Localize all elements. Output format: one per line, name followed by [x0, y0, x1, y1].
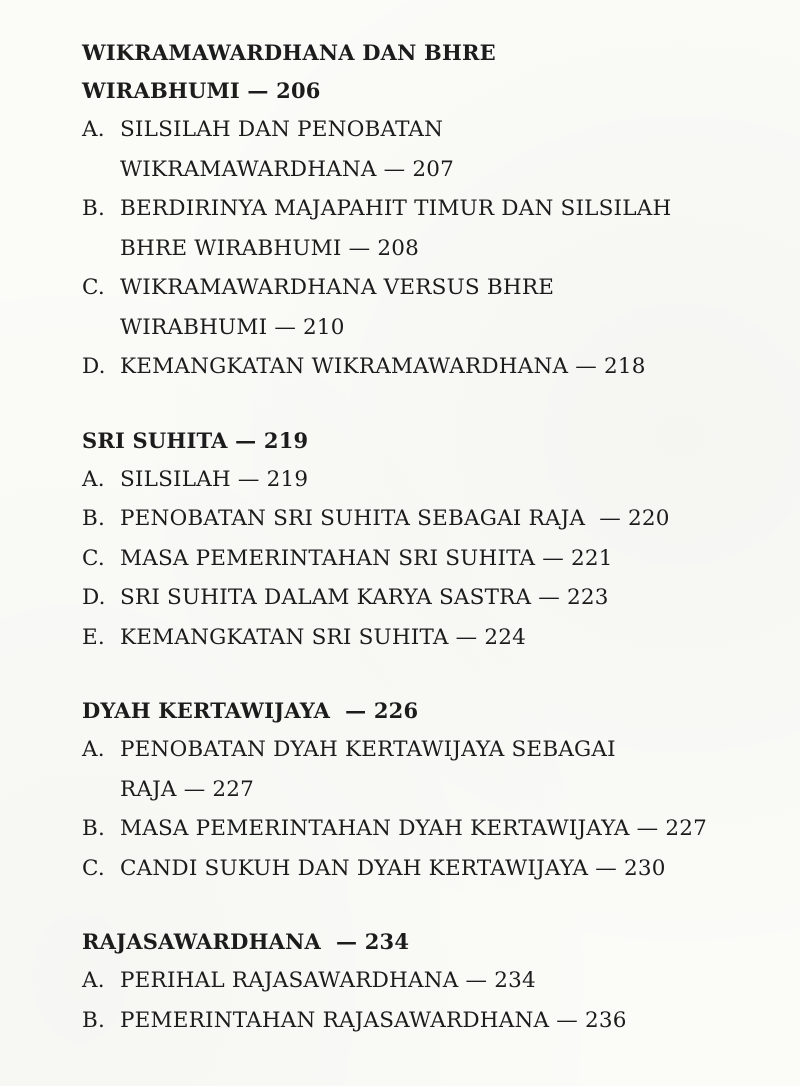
entry-text: PEMERINTAHAN RAJASAWARDHANA — 236: [120, 1007, 627, 1033]
entry-letter: D.: [82, 585, 106, 610]
entry-letter: B.: [82, 816, 106, 841]
chapter-title-line: WIKRAMAWARDHANA DAN BHRE: [82, 40, 496, 65]
chapter-title-line: SRI SUHITA — 219: [82, 427, 309, 453]
entry-letter: A.: [82, 737, 105, 762]
entry-letter: C.: [82, 855, 105, 881]
chapter-title: [82, 692, 772, 730]
entry-text: RAJA — 227: [120, 776, 255, 802]
toc-entry: [82, 110, 772, 189]
entry-text: PERIHAL RAJASAWARDHANA — 234: [120, 968, 536, 993]
entry-text: MASA PEMERINTAHAN DYAH KERTAWIJAYA — 227: [120, 816, 707, 841]
toc-section: [82, 692, 772, 888]
chapter-title: [82, 923, 772, 961]
toc-entry: [82, 578, 772, 618]
chapter-title: [82, 34, 772, 110]
toc-entry: [82, 460, 772, 500]
entry-letter: C.: [82, 275, 105, 300]
entry-letter: B.: [82, 196, 106, 221]
entry-text: SRI SUHITA DALAM KARYA SASTRA — 223: [120, 585, 609, 610]
toc-entry: [82, 961, 772, 1001]
entry-text: WIRABHUMI — 210: [120, 314, 345, 340]
toc-entry: [82, 809, 772, 849]
entry-text: WIKRAMAWARDHANA — 207: [120, 156, 455, 182]
toc-entry: [82, 189, 772, 268]
toc-entry: [82, 499, 772, 539]
chapter-title-line: WIRABHUMI — 206: [82, 78, 321, 103]
toc-section: [82, 422, 772, 658]
entry-text: BERDIRINYA MAJAPAHIT TIMUR DAN SILSILAH: [120, 196, 672, 221]
toc-section: [82, 923, 772, 1040]
table-of-contents: [82, 34, 772, 1040]
entry-text: KEMANGKATAN WIKRAMAWARDHANA — 218: [120, 354, 646, 379]
entry-text: SILSILAH — 219: [120, 466, 309, 492]
toc-entry: [82, 268, 772, 347]
toc-entry: [82, 347, 772, 387]
chapter-title-line: RAJASAWARDHANA — 234: [82, 929, 410, 954]
entry-text: PENOBATAN DYAH KERTAWIJAYA SEBAGAI: [120, 737, 616, 762]
toc-entry: [82, 618, 772, 658]
entry-text: BHRE WIRABHUMI — 208: [120, 235, 419, 261]
entry-letter: B.: [82, 1007, 106, 1033]
toc-entry: [82, 1001, 772, 1041]
chapter-title: [82, 422, 772, 460]
entry-text: PENOBATAN SRI SUHITA SEBAGAI RAJA — 220: [120, 506, 670, 531]
toc-section: [82, 34, 772, 387]
entry-letter: A.: [82, 968, 105, 993]
entry-letter: C.: [82, 545, 105, 571]
toc-entry: [82, 539, 772, 579]
entry-text: KEMANGKATAN SRI SUHITA — 224: [120, 624, 526, 650]
chapter-title-line: DYAH KERTAWIJAYA — 226: [82, 698, 419, 723]
entry-text: WIKRAMAWARDHANA VERSUS BHRE: [120, 275, 555, 300]
entry-letter: A.: [82, 466, 105, 492]
entry-letter: B.: [82, 506, 106, 531]
entry-text: MASA PEMERINTAHAN SRI SUHITA — 221: [120, 545, 613, 571]
toc-entry: [82, 849, 772, 889]
entry-letter: E.: [82, 624, 105, 650]
entry-text: CANDI SUKUH DAN DYAH KERTAWIJAYA — 230: [120, 855, 666, 881]
entry-text: SILSILAH DAN PENOBATAN: [120, 117, 444, 142]
entry-letter: D.: [82, 354, 106, 379]
entry-letter: A.: [82, 117, 105, 142]
toc-entry: [82, 730, 772, 809]
